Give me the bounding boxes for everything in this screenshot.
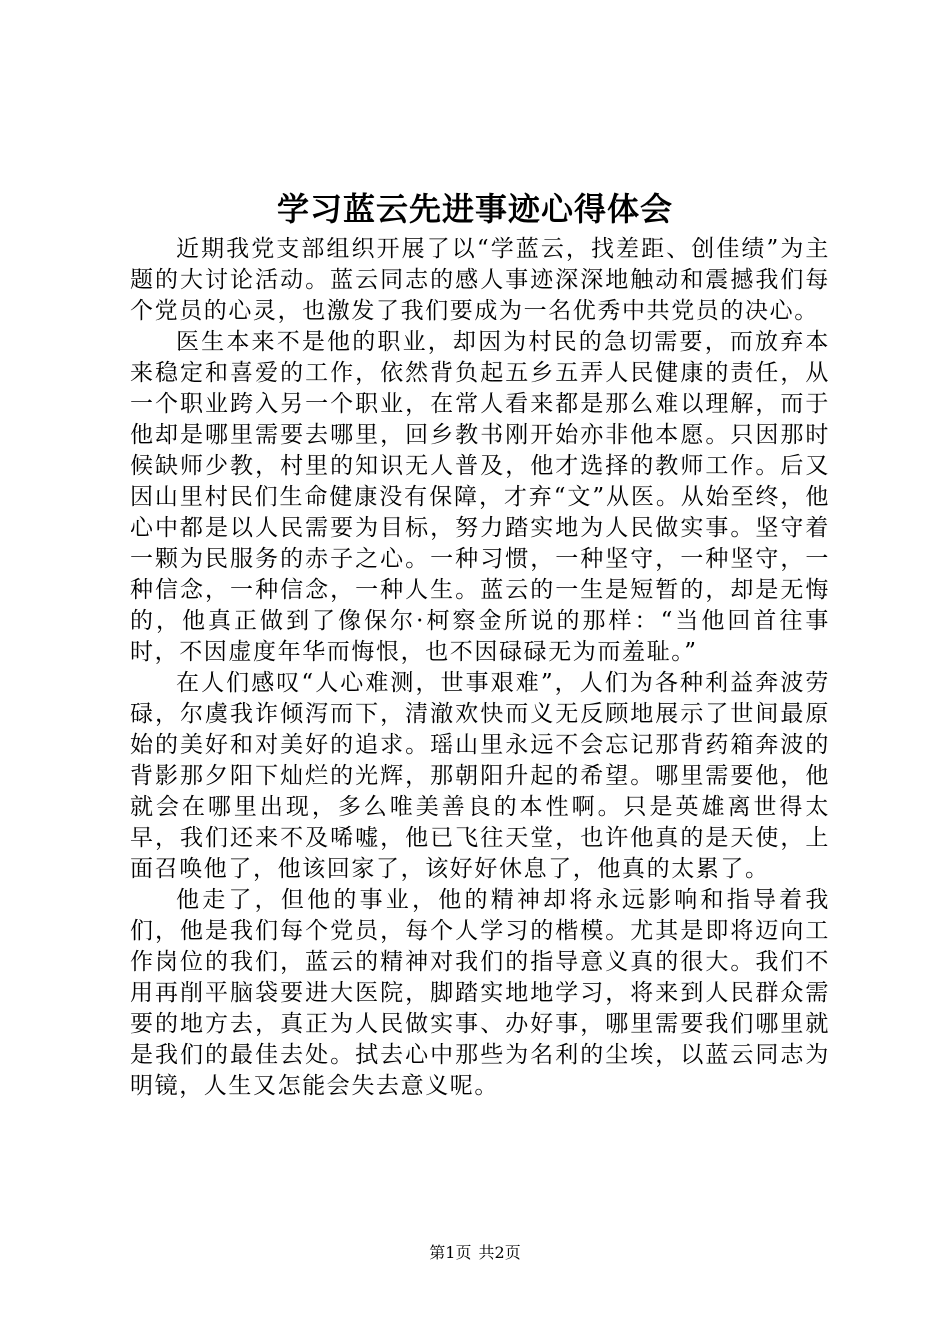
paragraph: 在人们感叹“人心难测，世事艰难”，人们为各种利益奔波劳碌，尔虞我诈倾泻而下，清澈欢快而义无反顾地展示了世间最原始的美好和对美好的追求。瑶山里永远不会忘记那背药箱奔波的背影那夕阳下灿烂的光辉，那朝阳升起的希望。哪里需要他，他就会在哪里出现，多么唯美善良的本性啊。只是英雄离世得太早，我们还来不及唏嘘，他已飞往天堂，也许他真的是天使，上面召唤他了，他该回家了，该好好休息了，他真的太累了。	[130, 670, 830, 882]
paragraph: 他走了，但他的事业，他的精神却将永远影响和指导着我们，他是我们每个党员，每个人学习的楷模。尤其是即将迈向工作岗位的我们，蓝云的精神对我们的指导意义真的很大。我们不用再削平脑袋要进大医院，脚踏实地地学习，将来到人民群众需要的地方去，真正为人民做实事、办好事，哪里需要我们哪里就是我们的最佳去处。拭去心中那些为名利的尘埃，以蓝云同志为明镜，人生又怎能会失去意义呢。	[130, 887, 830, 1099]
page-number-footer: 第1页 共2页	[429, 1243, 521, 1262]
paragraph: 医生本来不是他的职业，却因为村民的急切需要，而放弃本来稳定和喜爱的工作，依然背负起五乡五弄人民健康的责任，从一个职业跨入另一个职业，在常人看来都是那么难以理解，而于他却是哪里需要去哪里，回乡教书刚开始亦非他本愿。只因那时候缺师少教，村里的知识无人普及，他才选择的教师工作。后又因山里村民们生命健康没有保障，才弃“文”从医。从始至终，他心中都是以人民需要为目标，努力踏实地为人民做实事。坚守着一颗为民服务的赤子之心。一种习惯，一种坚守，一种坚守，一种信念，一种信念，一种人生。蓝云的一生是短暂的，却是无悔的，他真正做到了像保尔·柯察金所说的那样：“当他回首往事时，不因虚度年华而悔恨，也不因碌碌无为而羞耻。”	[130, 329, 830, 665]
paragraph: 近期我党支部组织开展了以“学蓝云，找差距、创佳绩”为主题的大讨论活动。蓝云同志的感人事迹深深地触动和震撼我们每个党员的心灵，也激发了我们要成为一名优秀中共党员的决心。	[130, 236, 830, 324]
document-title: 学习蓝云先进事迹心得体会	[276, 190, 673, 228]
document-body	[130, 234, 830, 1102]
